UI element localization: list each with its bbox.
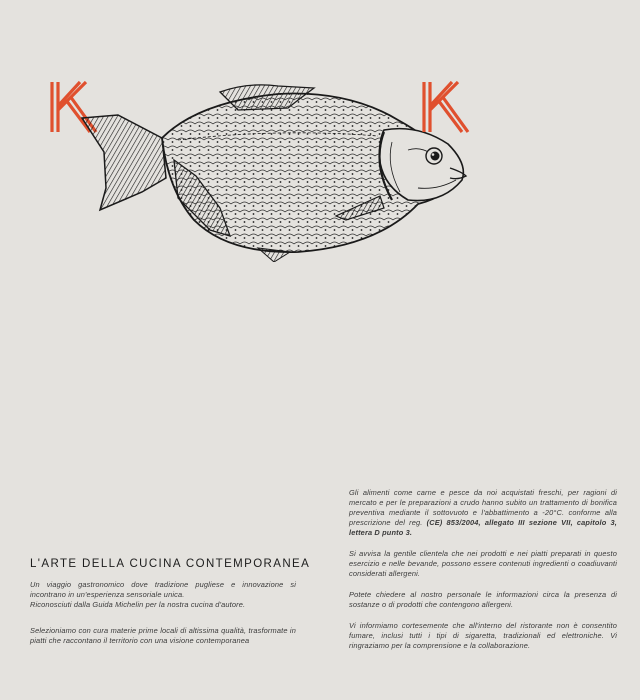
allergen-info-notice: Potete chiedere al nostro personale le informazioni circa la presenza di sostanze o di prodotti che contengono allergeni. — [349, 590, 617, 609]
intro-section — [30, 558, 311, 646]
notices-section — [349, 488, 617, 651]
fish-tail — [82, 115, 166, 210]
regulation-reference: (CE) 853/2004, allegato III sezione VII, capitolo 3, lettera D punto 3. — [349, 518, 617, 537]
food-safety-notice — [349, 488, 617, 538]
sourcing-paragraph: Selezioniamo con cura materie prime locali di altissima qualità, trasformate in piatti che raccontano il territorio con una visione contemporanea — [30, 626, 296, 645]
michelin-text: Riconosciuti dalla Guida Michelin per la nostra cucina d'autore. — [30, 600, 246, 609]
section-heading: L'ARTE DELLA CUCINA CONTEMPORANEA — [30, 558, 311, 570]
intro-paragraph — [30, 580, 296, 610]
intro-text-1: Un viaggio gastronomico dove tradizione pugliese e innovazione si incontrano in un'esperienza sensoriale unica. — [30, 580, 296, 599]
food-safety-text: Gli alimenti come carne e pesce da noi acquistati freschi, per ragioni di mercato e per le preparazioni a crudo hanno subito un trattamento di bonifica preventiva mediante il sottovuoto e l'abbattimento a -20°C. conforme alla prescrizione del reg. — [349, 488, 617, 527]
smoking-notice: Vi informiamo cortesemente che all'interno del ristorante non è consentito fumare, inclusi tutti i tipi di sigaretta, tradizionali ed elettroniche. Vi ringraziamo per la comprensione e la collaborazione. — [349, 621, 617, 650]
k-logo-right — [418, 78, 476, 136]
allergen-notice: Si avvisa la gentile clientela che nei prodotti e nei piatti preparati in questo esercizio e nelle bevande, possono essere contenuti ingredienti o coadiuvanti considerati allergeni. — [349, 549, 617, 578]
fish-illustration — [78, 80, 472, 262]
